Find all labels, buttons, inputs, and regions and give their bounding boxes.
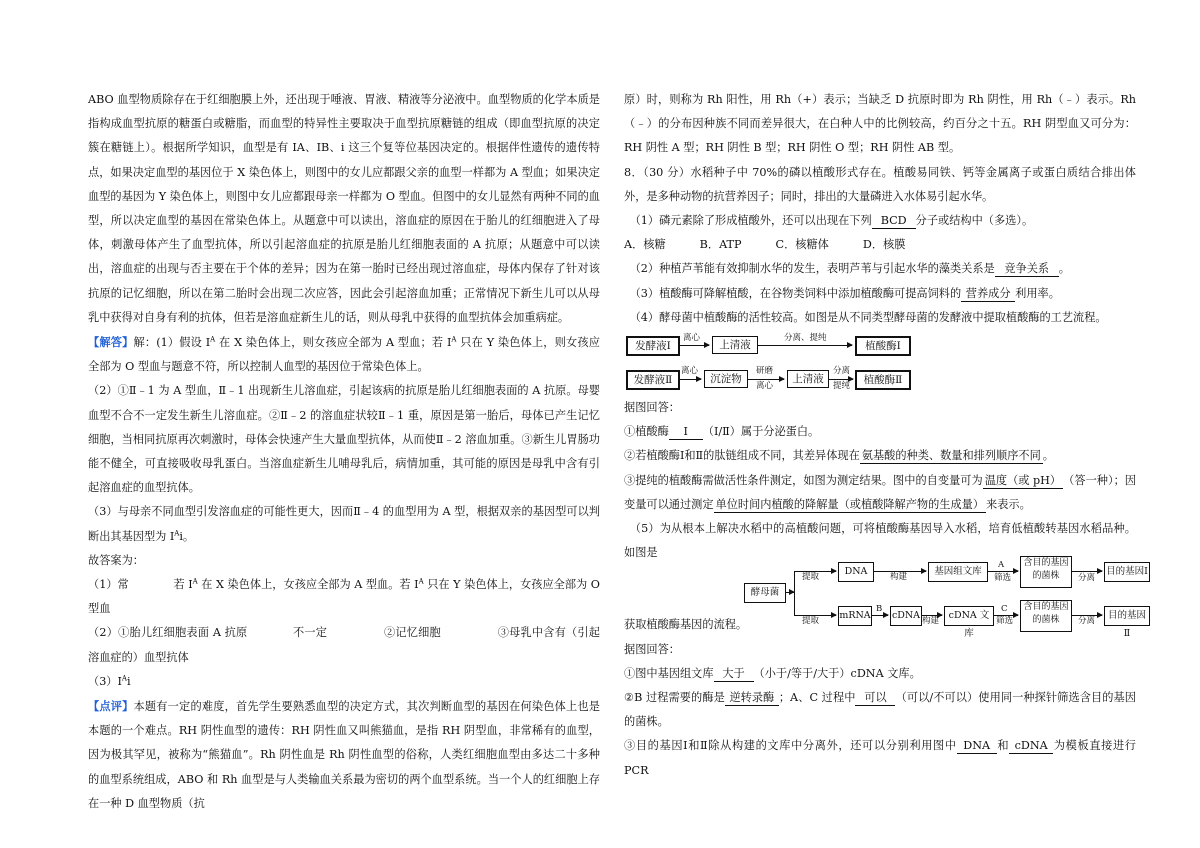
answer-blank: 可以 [855, 691, 895, 706]
answer-blank: 单位时间内植酸的降解量（或植酸降解产物的生成量） [715, 497, 985, 511]
flow-box: 发酵液Ⅰ [626, 336, 680, 356]
flow-box: 目的基因Ⅰ [1104, 562, 1150, 582]
comment-paragraph: 【点评】本题有一定的难度，首先学生要熟悉血型的决定方式，其次判断血型的基因在何染色体上也是本题的一个难点。RH 阴性血型的遗传：RH 阴性血又叫熊猫血，是指 RH 阴型血，非常稀有的血型，因为极其罕见，被称为“熊猫血”。Rh 阴性血是 Rh 阴性血型的俗称，人类红细胞血型由多达二十多种的血型系统组成，ABO 和 Rh 血型是与人类输血关系最为密切的两个血型系统。当一个人的红细胞上存在一种 D 血型物质（抗 [88, 699, 600, 810]
answer-s3: ③目的基因Ⅰ和Ⅱ除从构建的文库中分离外，还可以分别利用图中 DNA 和 cDNA 为模板直接进行 PCR [624, 739, 1136, 777]
flow-arrow [872, 615, 888, 616]
answer-blank: 竞争关系 [995, 262, 1059, 277]
flow-label: 研磨 [756, 366, 774, 377]
flow-label: 构建 [890, 572, 908, 583]
question-8-2: （2）种植芦苇能有效抑制水华的发生，表明芦苇与引起水华的藻类关系是 竞争关系 。 [635, 262, 1070, 276]
flow-label: C [1001, 604, 1008, 615]
choice-list [624, 233, 1136, 257]
answer-blank: DNA [957, 739, 997, 754]
comment-tag: 【点评】 [88, 699, 134, 714]
flow-box: 发酵液Ⅱ [626, 370, 680, 390]
flow-box: 含目的基因的菌株 [1020, 600, 1072, 632]
question-8-4: （4）酵母菌中植酸酶的活性较高。如图是从不同类型酵母菌的发酵液中提取植酸酶的工艺流程。 [635, 310, 1107, 324]
choice-d: D．核膜 [862, 238, 906, 252]
question-8-5: （5）为从根本上解决水稻中的高植酸问题，可将植酸酶基因导入水稻，培育低植酸转基因水稻品种。如图是 [624, 522, 1136, 560]
flow-label: 提取 [802, 572, 820, 583]
flow-label: B [876, 604, 883, 615]
flow-box: 上清液 [787, 370, 829, 388]
flow-label: 提取 [802, 616, 820, 627]
extraction-flowchart [626, 334, 956, 394]
flow-box: 植酸酶Ⅱ [855, 370, 911, 390]
flow-box: 基因组文库 [928, 562, 988, 582]
answer-part-3: （3）与母亲不同血型引发溶血症的可能性更大，因而Ⅱ﹣4 的血型用为 A 型，根据双亲的基因型可以判断出其基因型为 $I^Ai$。 [88, 505, 600, 543]
answer-blank: cDNA [1009, 739, 1053, 754]
flow-arrow [748, 379, 784, 380]
answer-blank: BCD [872, 214, 916, 229]
flow-arrow [786, 592, 794, 593]
answer-label-2: 据图回答： [624, 642, 680, 656]
answer-r1: ①植酸酶 Ⅰ （Ⅰ/Ⅱ）属于分泌蛋白。 [624, 425, 820, 439]
flow-box: 酵母菌 [744, 583, 786, 603]
flow-box: 植酸酶Ⅰ [855, 336, 911, 356]
question-8-1: （1）磷元素除了形成植酸外，还可以出现在下列 BCD 分子或结构中（多选）。 [635, 214, 1034, 228]
answer-s2: ②B 过程需要的酶是 逆转录酶 ；A、C 过程中 可以 （可以/不可以）使用同一种探针筛选含目的基因的菌株。 [624, 691, 1136, 729]
answer-label: 据图回答： [624, 401, 680, 415]
left-column [88, 88, 600, 816]
flow-label: 分离 [1078, 616, 1096, 627]
answer-r2: ②若植酸酶Ⅰ和Ⅱ的肽链组成不同，其差异体现在 氨基酸的种类、数量和排列顺序不同 。 [624, 449, 1054, 463]
flow-arrow [679, 345, 709, 346]
answer-blank: 逆转录酶 [725, 691, 779, 706]
continued-paragraph: 原）时，则称为 Rh 阳性，用 Rh（+）表示；当缺乏 D 抗原时即为 Rh 阴性，用 Rh（﹣）表示。Rh（﹣）的分布因种族不同而差异很大，在白种人中的比例较高，约百分之十五。RH 阴型血又可分为：RH 阴性 A 型；RH 阴性 B 型；RH 阴性 O 型；RH 阴性 AB 型。 [624, 93, 1136, 155]
flow-label: 构建 [922, 616, 940, 627]
gene-flowchart [744, 558, 1148, 640]
answer-tag: 【解答】 [88, 335, 134, 350]
answer-blank: 营养成分 [961, 287, 1015, 302]
flow-label: 离心 [681, 366, 699, 377]
answer-blank: 大于 [714, 667, 754, 682]
choice-a: A．核糖 [624, 238, 666, 252]
flow-box: 沉淀物 [704, 370, 748, 388]
final-answer-2: （2）①胎儿红细胞表面 A 抗原 不一定 ②记忆细胞 ③母乳中含有（引起溶血症的）血型抗体 [88, 626, 600, 664]
final-answer-1: （1）常 若 $I^A$ 在 X 染色体上，女孩应全部为 A 型血。若 $I^A$ 只在 Y 染色体上，女孩应全部为 O 型血 [88, 577, 600, 616]
answer-blank: 氨基酸的种类、数量和排列顺序不同 [861, 449, 1041, 463]
right-column [624, 88, 1148, 783]
flow-box: cDNA [890, 606, 922, 626]
flow-bracket [794, 571, 795, 615]
flow-box: mRNA [838, 606, 872, 626]
choice-b: B．ATP [699, 238, 742, 252]
question-8-3: （3）植酸酶可降解植酸，在谷物类饲料中添加植酸酶可提高饲料的 营养成分 利用率。 [635, 286, 1060, 300]
choice-c: C．核糖体 [775, 238, 829, 252]
answer-r3: ③提纯的植酸酶需做活性条件测定，如图为测定结果。图中的自变量可为 温度（或 pH） （答一种）；因变量可以通过测定 单位时间内植酸的降解量（或植酸降解产物的生成量） 来表示。 [624, 473, 1136, 511]
answer-part-1: 【解答】解：(1）假设 $I^A$ 在 X 染色体上，则女孩应全部为 A 型血；若 $I^A$ 只在 Y 染色体上，则女孩应全部为 O 型血与题意不符，所以控制人血型的基因位于常染色体上。 [88, 335, 600, 374]
flow-arrow [758, 345, 852, 346]
flow-label: A [998, 560, 1005, 571]
flow-label: 离心 [683, 333, 701, 344]
flow-arrow [829, 379, 853, 380]
flow-label: 分离 [833, 366, 851, 377]
question-8-stem: 8．（30 分）水稻种子中 70%的磷以植酸形式存在。植酸易同铁、钙等金属离子或蛋白质结合排出体外，是多种动物的抗营养因子；同时，排出的大量磷进入水体易引起水华。 [624, 165, 1136, 203]
flow-label: 筛选 [996, 616, 1014, 627]
answer-blank: 温度（或 pH） [984, 473, 1062, 487]
answer-part-2: （2）①Ⅱ﹣1 为 A 型血，Ⅱ﹣1 出现新生儿溶血症，引起该病的抗原是胎儿红细胞表面的 A 抗原。母婴血型不合不一定发生新生儿溶血症。②Ⅱ﹣2 的溶血症状较Ⅱ﹣1 重，原因是第一胎后，母体已产生记忆细胞，当相同抗原再次刺激时，母体会快速产生大量血型抗体，从而使Ⅱ﹣2 溶血加重。③新生儿胃肠功能不健全，可直接吸收母乳蛋白。当溶血症新生儿哺母乳后，病情加重，其可能的原因是母乳中含有引起溶血症的血型抗体。 [88, 384, 600, 495]
flow-label: 筛选 [994, 573, 1012, 584]
answer-blank: Ⅰ [669, 425, 703, 440]
analysis-paragraph: ABO 血型物质除存在于红细胞膜上外，还出现于唾液、胃液、精液等分泌液中。血型物质的化学本质是指构成血型抗原的糖蛋白或糖脂，而血型的特异性主要取决于血型抗原糖链的组成（即血型抗原的决定簇在糖链上）。根据所学知识，血型是有 IA、IB、i 这三个复等位基因决定的。根据伴性遗传的遗传特点，如果决定血型的基因位于 X 染色体上，则图中的女儿应都跟父亲的血型一样都为 A 型血；如果决定血型的基因为 Y 染色体上，则图中女儿应都跟母亲一样都为 O 型血。但图中的女儿显然有两种不同的血型，所以决定血型的基因在常染色体上。从题意中可以读出，溶血症的原因在于胎儿的红细胞进入了母体，刺激母体产生了血型抗体，所以引起溶血症的抗原是胎儿红细胞表面的 A 抗原；从题意中可以读出，溶血症的出现与否主要在于个体的差异；因为在第一胎时已经出现过溶血症，母体内保存了针对该抗原的记忆细胞，所以在第二胎时会出现二次应答，因此会引起溶血加重；正常情况下新生儿可以从母乳中获得对自身有利的抗体，但若是溶血症新生儿的话，则从母乳中获得的血型抗体会加重病症。 [88, 93, 600, 324]
answer-s1: ①图中基因组文库 大于 （小于/等于/大于）cDNA 文库。 [624, 666, 921, 680]
flow-box: 含目的基因的菌株 [1020, 556, 1072, 588]
final-answer-3: $(3)I^Ai$ [88, 674, 131, 688]
question-8-5-cont: 获取植酸酶基因的流程。 [624, 618, 748, 632]
flow-arrow [679, 379, 701, 380]
flow-box: 上清液 [712, 336, 758, 354]
flow-box: 目的基因Ⅱ [1104, 606, 1150, 626]
flow-label: 提纯 [833, 381, 851, 392]
flow-label: 分离 [1078, 573, 1096, 584]
flow-box: DNA [838, 562, 874, 582]
flow-label: 离心 [756, 381, 774, 392]
flow-box: cDNA 文库 [944, 606, 994, 626]
flow-label: 分离、提纯 [784, 333, 827, 344]
final-answer-label: 故答案为： [88, 553, 144, 567]
